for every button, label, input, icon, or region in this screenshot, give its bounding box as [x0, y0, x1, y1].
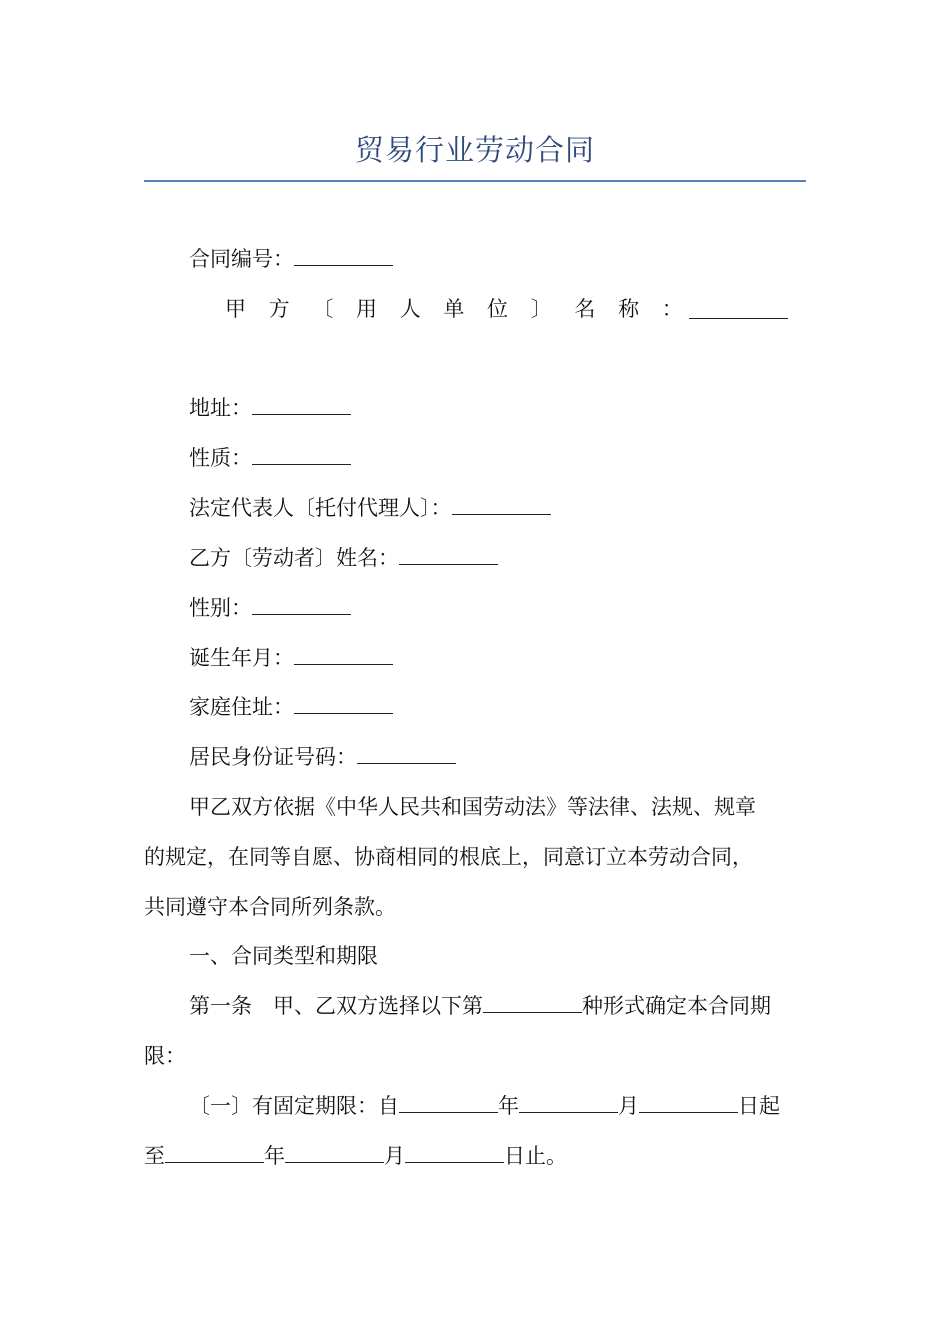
home-address-row [144, 692, 806, 722]
fixed-term-row [144, 1091, 806, 1121]
party-b-name-row [144, 543, 806, 573]
start-year-blank[interactable] [399, 1092, 498, 1113]
article-one-row [144, 991, 806, 1021]
month-label: 月 [384, 1144, 405, 1168]
paragraph-line: 甲乙双方依据《中华人民共和国劳动法》等法律、法规、规章 [189, 795, 756, 819]
contract-number-row [144, 244, 806, 274]
contract-number-blank[interactable] [294, 245, 393, 266]
address-blank[interactable] [252, 394, 351, 415]
nature-row [144, 443, 806, 473]
contract-form-blank[interactable] [483, 992, 582, 1013]
home-address-label: 家庭住址： [189, 695, 294, 719]
party-a-name-blank[interactable] [689, 298, 788, 319]
id-number-blank[interactable] [357, 743, 456, 764]
paragraph-line: 共同遵守本合同所列条款。 [144, 895, 396, 919]
section-heading: 一、合同类型和期限 [189, 944, 378, 968]
title-underline [144, 180, 806, 182]
gender-row [144, 593, 806, 623]
birth-label: 诞生年月： [189, 646, 294, 670]
fixed-term-end-row [144, 1141, 806, 1171]
party-b-name-blank[interactable] [399, 544, 498, 565]
id-number-row [144, 742, 806, 772]
day-from-label: 日起 [738, 1094, 780, 1118]
document-title: 贸易行业劳动合同 [354, 133, 595, 167]
nature-blank[interactable] [252, 444, 351, 465]
fixed-term-text: 〔一〕有固定期限：自 [189, 1094, 399, 1118]
day-to-label: 日止。 [504, 1144, 567, 1168]
nature-label: 性质： [189, 446, 252, 470]
to-label: 至 [144, 1144, 165, 1168]
party-a-name-row [225, 294, 790, 324]
party-b-name-label: 乙方〔劳动者〕姓名： [189, 546, 399, 570]
legal-rep-label: 法定代表人〔托付代理人〕： [189, 496, 452, 520]
month-label: 月 [618, 1094, 639, 1118]
gender-label: 性别： [189, 596, 252, 620]
address-row [144, 393, 806, 423]
home-address-blank[interactable] [294, 693, 393, 714]
end-year-blank[interactable] [165, 1142, 264, 1163]
end-month-blank[interactable] [285, 1142, 384, 1163]
birth-row [144, 643, 806, 673]
id-number-label: 居民身份证号码： [189, 745, 357, 769]
legal-rep-blank[interactable] [452, 494, 551, 515]
year-label: 年 [498, 1094, 519, 1118]
gender-blank[interactable] [252, 594, 351, 615]
year-label: 年 [264, 1144, 285, 1168]
birth-blank[interactable] [294, 644, 393, 665]
article-one-text: 第一条 甲、乙双方选择以下第 [189, 994, 483, 1018]
start-month-blank[interactable] [519, 1092, 618, 1113]
start-day-blank[interactable] [639, 1092, 738, 1113]
article-one-text-cont: 种形式确定本合同期 [582, 994, 771, 1018]
contract-number-label: 合同编号： [189, 247, 294, 271]
party-a-name-label: 甲 方 〔 用 人 单 位 〕 名 称 ： [225, 297, 689, 321]
article-one-end: 限： [144, 1044, 186, 1068]
paragraph-line: 的规定，在同等自愿、协商相同的根底上，同意订立本劳动合同， [144, 845, 753, 869]
end-day-blank[interactable] [405, 1142, 504, 1163]
address-label: 地址： [189, 396, 252, 420]
legal-rep-row [144, 493, 806, 523]
